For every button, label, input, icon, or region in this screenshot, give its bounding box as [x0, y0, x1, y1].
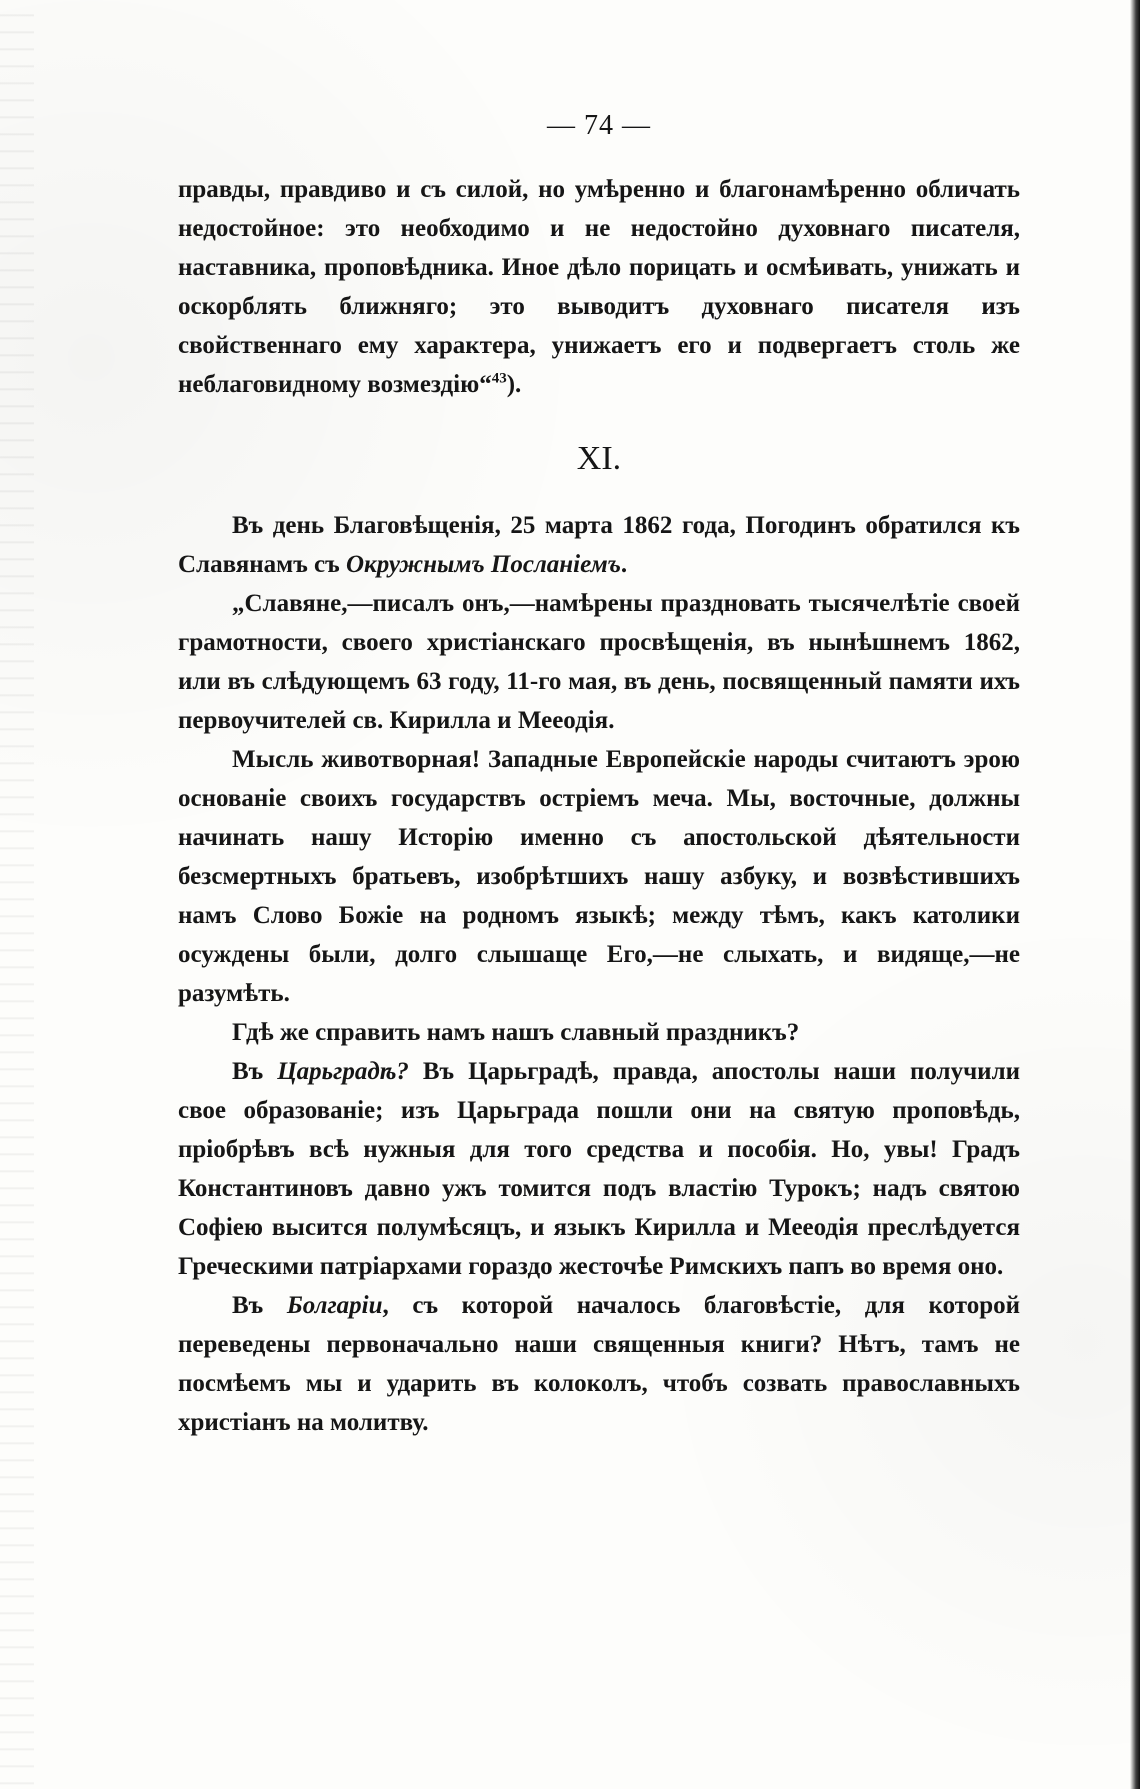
paragraph-intro	[178, 170, 1020, 404]
paragraph-3: Мысль животворная! Западные Европейскіе народы считаютъ эрою основаніе своихъ государствъ остріемъ меча. Мы, восточные, должны начинать нашу Исторію именно съ апостольской дѣятельности безсмертныхъ братьевъ, изобрѣтшихъ нашу азбуку, и возвѣстившихъ намъ Слово Божіе на родномъ языкѣ; между тѣмъ, какъ католики осуждены были, долго слышаще Его,—не слыхать, и видяще,—не разумѣть.	[178, 746, 1020, 1007]
paragraph-1-after: .	[620, 551, 628, 578]
right-page-edge-shadow	[1130, 0, 1140, 1789]
paragraph-2: „Славяне,—писалъ онъ,—намѣрены праздновать тысячелѣтіе своей грамотности, своего христіанскаго просвѣщенія, въ нынѣшнемъ 1862, или въ слѣдующемъ 63 году, 11-го мая, въ день, посвященный памяти ихъ первоучителей св. Кирилла и Мееодія.	[178, 590, 1020, 734]
paragraph-5-emphasis: Царьградѣ?	[277, 1058, 409, 1085]
paragraph-6	[178, 1286, 1020, 1442]
paragraph-intro-text: правды, правдиво и съ силой, но умѣренно и благонамѣренно обличать недостойное: это необходимо и не недостойно духовнаго писателя, наставника, проповѣдника. Иное дѣло порицать и осмѣивать, унижать и оскорблять ближняго; это выводитъ духовнаго писателя изъ свойственнаго ему характера, унижаетъ его и подвергаетъ столь же неблаговидному возмездію“	[178, 176, 1020, 398]
paragraph-1-before: Въ день Благовѣщенія, 25 марта 1862 года, Погодинъ обратился къ Славянамъ съ	[178, 512, 1020, 578]
paragraph-6-after: , съ которой началось благовѣстіе, для которой переведены первоначально наши священныя книги? Нѣтъ, тамъ не посмѣемъ мы и ударить въ колоколъ, чтобъ созвать православныхъ христіанъ на молитву.	[178, 1292, 1021, 1436]
paragraph-5	[178, 1052, 1020, 1286]
left-page-edge-noise	[0, 0, 34, 1789]
paragraph-5-before: Въ	[232, 1058, 278, 1085]
paragraph-6-before: Въ	[232, 1292, 287, 1319]
paragraph-intro-tail: ).	[506, 371, 522, 398]
paragraph-6-emphasis: Болгаріи	[286, 1292, 383, 1319]
page-number: — 74 —	[547, 110, 651, 141]
footnote-reference: 43	[491, 370, 507, 387]
page-content	[178, 112, 1020, 1442]
section-heading: XI.	[576, 440, 622, 477]
paragraph-4: Гдѣ же справить намъ нашъ славный праздникъ?	[232, 1019, 800, 1046]
paragraph-1	[178, 506, 1020, 584]
paragraph-5-after: Въ Царьградѣ, правда, апостолы наши получили свое образованіе; изъ Царьграда пошли они на святую проповѣдь, пріобрѣвъ всѣ нужныя для того средства и пособія. Но, увы! Градъ Константиновъ давно ужъ томится подъ властію Турокъ; надъ святою Софіею высится полумѣсяцъ, и языкъ Кирилла и Мееодія преслѣдуется Греческими патріархами гораздо жесточѣе Римскихъ папъ во время оно.	[178, 1058, 1021, 1280]
paragraph-1-emphasis: Окружнымъ Посланіемъ	[345, 551, 621, 578]
